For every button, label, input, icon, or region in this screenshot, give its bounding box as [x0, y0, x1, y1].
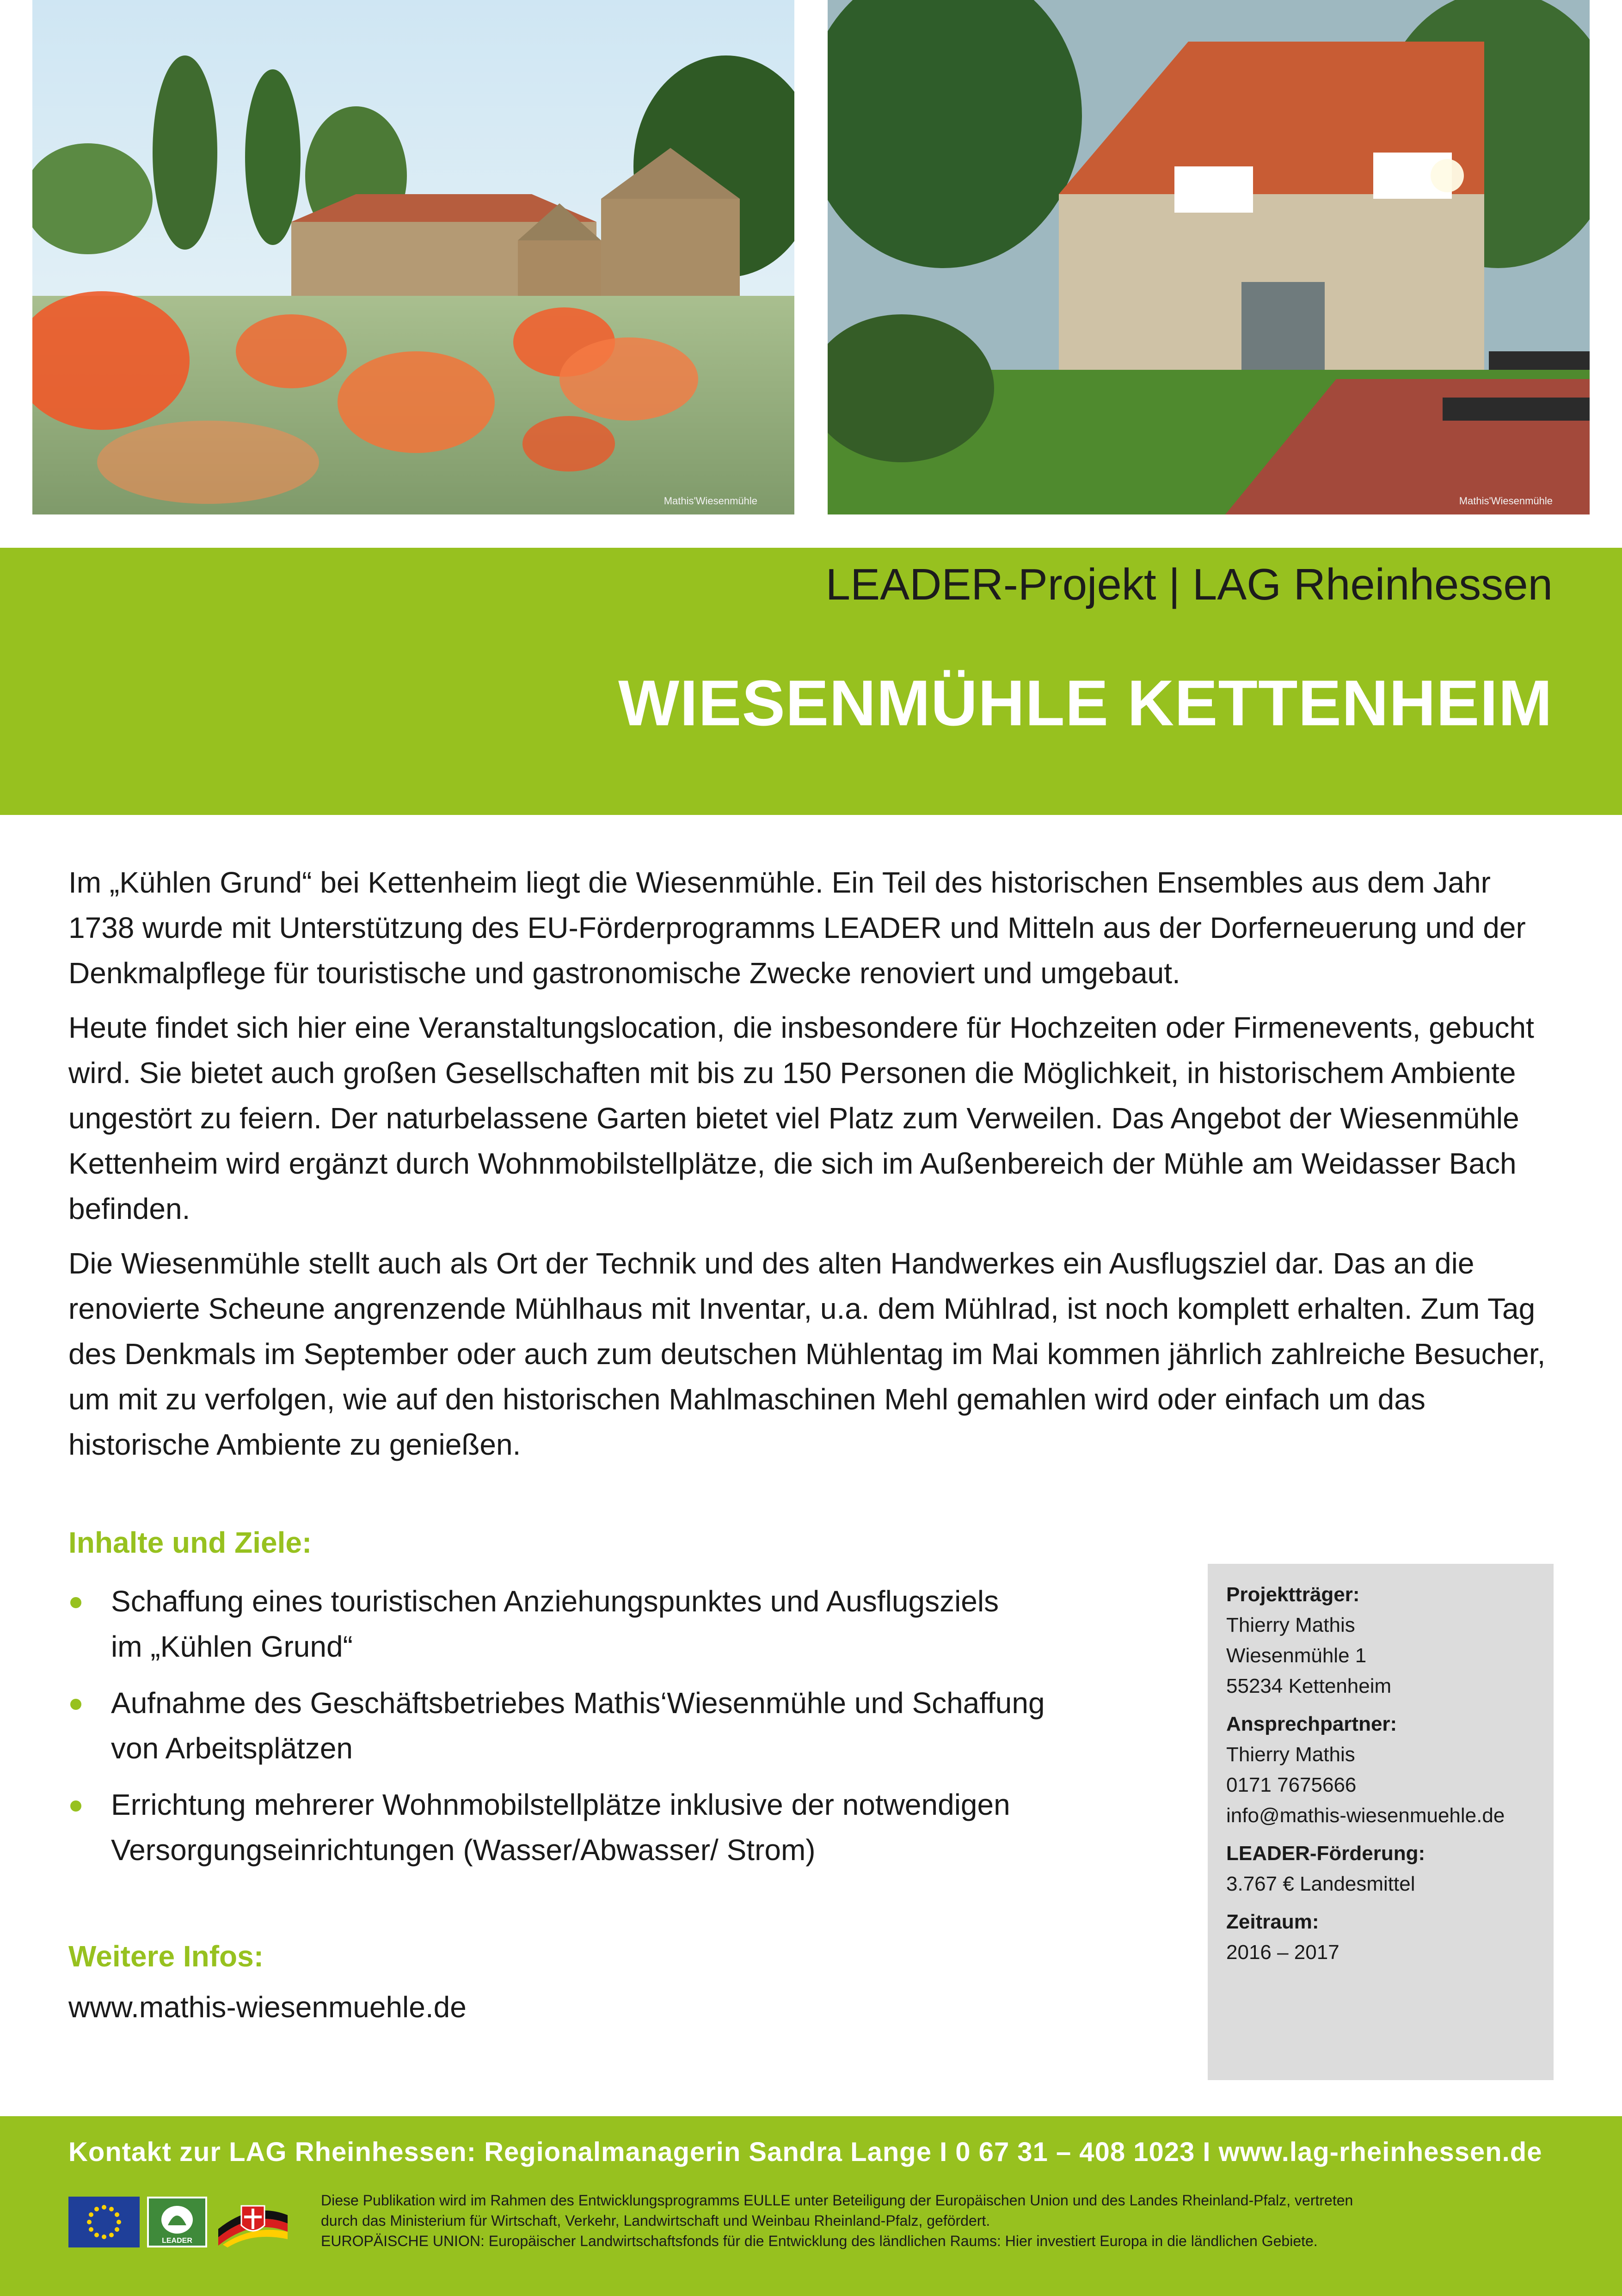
funding-label: LEADER-Förderung: — [1226, 1842, 1425, 1865]
poppy-field-photo — [32, 0, 794, 514]
bullet-icon — [70, 1597, 81, 1608]
project-subtitle: LEADER-Projekt | LAG Rheinhessen — [825, 560, 1553, 609]
body-paragraph: Die Wiesenmühle stellt auch als Ort der Technik und des alten Handwerkes ein Ausflugsziel dar. Das an die renovierte Scheune angrenzende Mühlhaus mit Inventar, u.a. dem Mühlrad, ist noch komplett erhalten. Zum Tag des Denkmals im September oder auch zum deutschen Mühlentag im Mai kommen jährlich zahlreiche Besucher, um mit zu verfolgen, wie auf den historischen Mahlmaschinen Mehl gemahlen wird oder einfach um das historische Ambiente zu genießen. — [68, 1247, 1546, 1461]
contact-name: Thierry Mathis — [1226, 1743, 1355, 1766]
disclaimer-line: Diese Publikation wird im Rahmen des Entwicklungsprogramms EULLE unter Beteiligung der Europäischen Union und des Landes Rheinland-Pfalz, vertreten — [321, 2192, 1353, 2209]
traeger-name: Thierry Mathis — [1226, 1614, 1355, 1636]
list-item — [68, 1782, 1086, 1873]
contact-phone[interactable]: 0171 7675666 — [1226, 1774, 1357, 1796]
goal-line: Schaffung eines touristischen Anziehungspunktes und Ausflugsziels — [111, 1585, 999, 1618]
page-title: WIESENMÜHLE KETTENHEIM — [618, 667, 1553, 739]
rlp-coat-of-arms-icon — [214, 2197, 292, 2247]
bullet-icon — [70, 1800, 81, 1812]
contact-email[interactable]: info@mathis-wiesenmuehle.de — [1226, 1804, 1505, 1827]
goal-line: Versorgungseinrichtungen (Wasser/Abwasser/ Strom) — [111, 1833, 816, 1867]
goal-line: von Arbeitsplätzen — [111, 1732, 353, 1765]
body-paragraph: Heute findet sich hier eine Veranstaltungslocation, die insbesondere für Hochzeiten oder Firmenevents, gebucht wird. Sie bietet auch großen Gesellschaften mit bis zu 150 Personen die Möglichkeit, in historischem Ambiente ungestört zu feiern. Der naturbelassene Garten bietet viel Platz zum Verweilen. Das Angebot der Wiesenmühle Kettenheim wird ergänzt durch Wohnmobilstellplätze, die sich im Außenbereich der Mühle am Weidasser Bach befinden. — [68, 1011, 1534, 1225]
goals-list — [68, 1579, 1086, 1884]
goals-heading: Inhalte und Ziele: — [68, 1526, 312, 1559]
goal-line: Errichtung mehrerer Wohnmobilstellplätze inklusive der notwendigen — [111, 1788, 1010, 1821]
leader-logo — [147, 2197, 207, 2247]
body-paragraph: Im „Kühlen Grund“ bei Kettenheim liegt die Wiesenmühle. Ein Teil des historischen Ensembles aus dem Jahr 1738 wurde mit Unterstützung des EU-Förderprogramms LEADER und Mitteln aus der Dorferneuerung und der Denkmalpflege für touristische und gastronomische Zwecke renoviert und umgebaut. — [68, 866, 1526, 990]
photo-credit: Mathis'Wiesenmühle — [664, 495, 757, 507]
traeger-street: Wiesenmühle 1 — [1226, 1644, 1367, 1667]
period-label: Zeitraum: — [1226, 1910, 1319, 1933]
traeger-label: Projektträger: — [1226, 1583, 1360, 1606]
funding-value: 3.767 € Landesmittel — [1226, 1873, 1415, 1895]
photo-credit: Mathis'Wiesenmühle — [1459, 495, 1553, 507]
project-info-box — [1208, 1564, 1554, 2080]
period-value: 2016 – 2017 — [1226, 1941, 1339, 1964]
disclaimer-line: EUROPÄISCHE UNION: Europäischer Landwirtschaftsfonds für die Entwicklung des ländlichen Raums: Hier investiert Europa in die ländlichen Gebiete. — [321, 2233, 1318, 2249]
goal-line: im „Kühlen Grund“ — [111, 1630, 353, 1663]
courtyard-photo — [828, 0, 1590, 514]
contact-label: Ansprechpartner: — [1226, 1713, 1397, 1735]
bullet-icon — [70, 1699, 81, 1710]
website-link[interactable]: www.mathis-wiesenmuehle.de — [68, 1990, 467, 2024]
list-item — [68, 1579, 1086, 1669]
disclaimer-line: durch das Ministerium für Wirtschaft, Verkehr, Landwirtschaft und Weinbau Rheinland-Pfalz, gefördert. — [321, 2212, 990, 2229]
footer-contact: Kontakt zur LAG Rheinhessen: Regionalmanagerin Sandra Lange I 0 67 31 – 408 1023 I www.lag-rheinhessen.de — [68, 2137, 1542, 2167]
leader-logo-text: LEADER — [162, 2237, 192, 2245]
goal-line: Aufnahme des Geschäftsbetriebes Mathis‘Wiesenmühle und Schaffung — [111, 1686, 1045, 1720]
traeger-city: 55234 Kettenheim — [1226, 1675, 1392, 1697]
list-item — [68, 1680, 1086, 1771]
funding-disclaimer — [321, 2190, 1560, 2251]
more-info-heading: Weitere Infos: — [68, 1940, 264, 1973]
body-text — [68, 860, 1557, 1476]
eu-flag-icon — [68, 2197, 140, 2247]
